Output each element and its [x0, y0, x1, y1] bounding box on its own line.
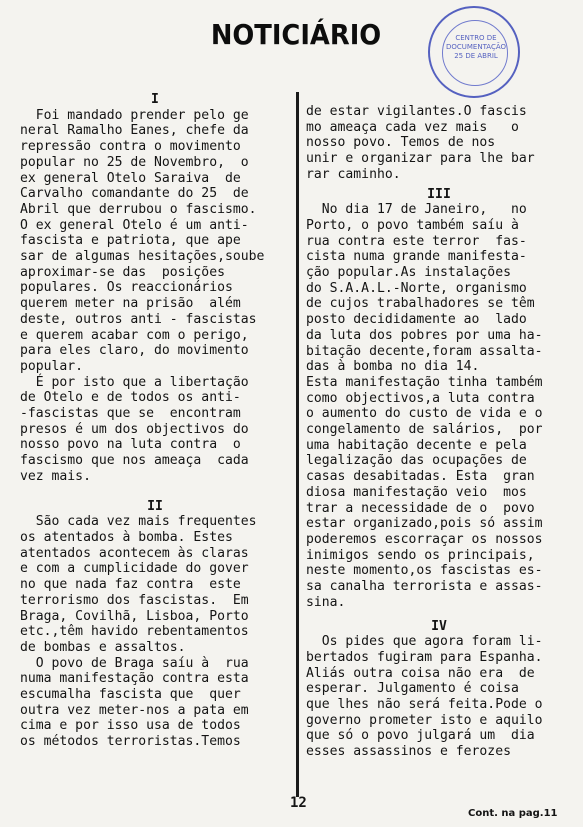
- text-line: uma habitação decente e pela: [306, 437, 527, 453]
- text-line: Aliás outra coisa não era de: [306, 665, 535, 681]
- text-line: rar caminho.: [306, 166, 401, 182]
- text-line: cista numa grande manifesta-: [306, 249, 527, 265]
- text-line: sar de algumas hesitações,soube: [20, 249, 265, 265]
- text-line: sa canalha terrorista e assas-: [306, 579, 543, 595]
- stamp-text: CENTRO DE DOCUMENTAÇÃO 25 DE ABRIL: [445, 34, 507, 60]
- text-line: e querem acabar com o perigo,: [20, 327, 249, 343]
- text-line: escumalha fascista que quer: [20, 687, 241, 703]
- text-line: do S.A.A.L.-Norte, organismo: [306, 280, 527, 296]
- text-line: diosa manifestação veio mos: [306, 484, 527, 500]
- section-1-body: [20, 108, 290, 485]
- page-number: 12: [290, 795, 307, 811]
- text-line: esses assassinos e ferozes: [306, 744, 511, 760]
- text-line: legalização das ocupações de: [306, 453, 527, 469]
- text-line: inimigos sendo os principais,: [306, 547, 535, 563]
- text-line: casas desabitadas. Esta gran: [306, 469, 535, 485]
- text-line: Braga, Covilhã, Lisboa, Porto: [20, 608, 249, 624]
- text-line: de Otelo e de todos os anti-: [20, 390, 241, 406]
- section-2-continued: [306, 104, 572, 183]
- text-line: trar a necessidade de o povo: [306, 500, 535, 516]
- text-line: poderemos escorraçar os nossos: [306, 531, 543, 547]
- text-line: que só o povo julgará um dia: [306, 728, 535, 744]
- text-line: o aumento do custo de vida e o: [306, 406, 543, 422]
- text-line: terrorismo dos fascistas. Em: [20, 592, 249, 608]
- text-line: populares. Os reaccionários: [20, 280, 233, 296]
- text-line: popular no 25 de Novembro, o: [20, 154, 249, 170]
- text-line: os métodos terroristas.Temos: [20, 734, 241, 750]
- text-line: Porto, o povo também saíu à: [306, 217, 519, 233]
- text-line: Foi mandado prender pelo ge: [20, 107, 249, 123]
- text-line: presos é um dos objectivos do: [20, 421, 249, 437]
- text-line: para eles claro, do movimento: [20, 343, 249, 359]
- text-line: neral Ramalho Eanes, chefe da: [20, 123, 249, 139]
- text-line: das à bomba no dia 14.: [306, 359, 480, 375]
- text-line: governo prometer isto e aquilo: [306, 712, 543, 728]
- text-line: de bombas e assaltos.: [20, 639, 186, 655]
- text-line: que lhes não será feita.Pode o: [306, 697, 543, 713]
- text-line: vez mais.: [20, 468, 91, 484]
- section-3-body: [306, 202, 572, 610]
- text-line: O ex general Otelo é um anti-: [20, 217, 249, 233]
- text-line: Carvalho comandante do 25 de: [20, 186, 249, 202]
- section-heading-4: IV: [431, 618, 447, 634]
- text-line: deste, outros anti - fascistas: [20, 311, 257, 327]
- text-line: congelamento de salários, por: [306, 422, 543, 438]
- text-line: sina.: [306, 594, 346, 610]
- text-line: unir e organizar para lhe bar: [306, 151, 535, 167]
- text-line: etc.,têm havido rebentamentos: [20, 624, 249, 640]
- text-line: É por isto que a libertação: [20, 374, 249, 390]
- text-line: cima e por isso usa de todos: [20, 718, 241, 734]
- section-heading-3: III: [427, 186, 451, 202]
- text-line: nosso povo. Temos de nos: [306, 135, 496, 151]
- section-4-body: [306, 634, 572, 760]
- column-divider: [296, 92, 299, 797]
- section-heading-2: II: [147, 498, 163, 514]
- text-line: neste momento,os fascistas es-: [306, 563, 543, 579]
- text-line: bertados fugiram para Espanha.: [306, 649, 543, 665]
- text-line: posto decididamente ao lado: [306, 312, 527, 328]
- text-line: ex general Otelo Saraiva de: [20, 170, 241, 186]
- left-column: [20, 92, 290, 750]
- text-line: popular.: [20, 358, 84, 374]
- text-line: numa manifestação contra esta: [20, 671, 249, 687]
- text-line: bitação decente,foram assalta-: [306, 343, 543, 359]
- text-line: Os pides que agora foram li-: [306, 634, 543, 650]
- text-line: de cujos trabalhadores se têm: [306, 296, 535, 312]
- text-line: aproximar-se das posições: [20, 264, 225, 280]
- text-line: querem meter na prisão além: [20, 296, 241, 312]
- text-line: São cada vez mais frequentes: [20, 514, 257, 530]
- text-line: e com a cumplicidade do gover: [20, 561, 249, 577]
- text-line: de estar vigilantes.O fascis: [306, 104, 527, 119]
- text-line: rua contra este terror fas-: [306, 233, 527, 249]
- text-line: mo ameaça cada vez mais o: [306, 119, 519, 135]
- text-line: -fascistas que se encontram: [20, 406, 241, 422]
- text-line: no que nada faz contra este: [20, 577, 241, 593]
- text-line: ção popular.As instalações: [306, 265, 511, 281]
- text-line: fascismo que nos ameaça cada: [20, 453, 249, 469]
- section-heading-1: I: [151, 92, 159, 107]
- text-line: os atentados à bomba. Estes: [20, 529, 233, 545]
- text-line: fascista e patriota, que ape: [20, 233, 241, 249]
- text-line: O povo de Braga saíu à rua: [20, 655, 249, 671]
- text-line: atentados acontecem às claras: [20, 545, 249, 561]
- text-line: repressão contra o movimento: [20, 139, 241, 155]
- text-line: Esta manifestação tinha também: [306, 374, 543, 390]
- page-headline: NOTICIÁRIO: [210, 18, 382, 51]
- text-line: esperar. Julgamento é coisa: [306, 681, 519, 697]
- text-line: No dia 17 de Janeiro, no: [306, 202, 527, 218]
- archive-stamp: [428, 6, 520, 98]
- text-line: Abril que derrubou o fascismo.: [20, 201, 257, 217]
- continuation-note: Cont. na pag.11: [468, 808, 558, 819]
- text-line: estar organizado,pois só assim: [306, 516, 543, 532]
- text-line: outra vez meter-nos a pata em: [20, 702, 249, 718]
- right-column: [306, 104, 572, 760]
- text-line: como objectivos,a luta contra: [306, 390, 535, 406]
- text-line: da luta dos pobres por uma ha-: [306, 327, 543, 343]
- text-line: nosso povo na luta contra o: [20, 437, 241, 453]
- section-2-body: [20, 514, 290, 750]
